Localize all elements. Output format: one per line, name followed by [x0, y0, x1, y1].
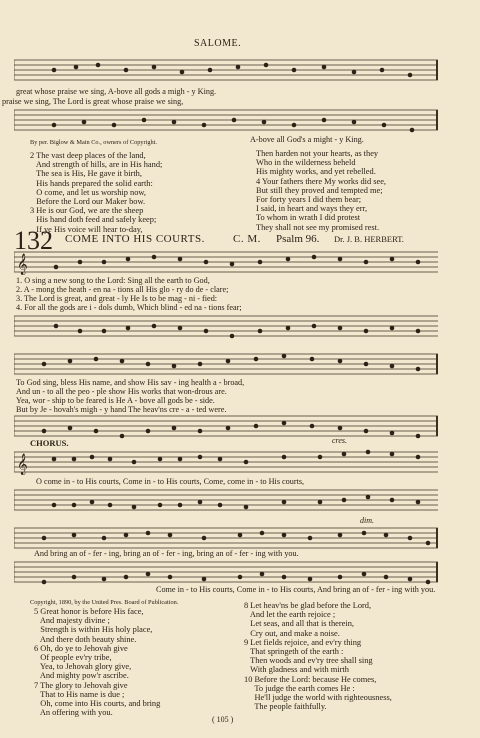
dynamics-dim: dim. [360, 516, 374, 525]
lyric-line: great whose praise we sing, A-bove all gods a migh - y King. [16, 87, 217, 96]
composer: Dr. J. B. HERBERT. [334, 234, 404, 244]
music-staff [14, 486, 438, 514]
svg-text:𝄞: 𝄞 [17, 454, 28, 475]
chorus-lyric: Come in - to His courts, Come in - to His courts, And bring an of - fer - ing with you. [156, 585, 436, 594]
copyright-note: By per. Biglow & Main Co., owners of Copyright. [30, 139, 157, 146]
verses-right: Then harden not your hearts, as they Who in the wilderness beheld His mighty works, and yet rebelled. 4 Your fathers there My works did see, But still they proved and tempted me; For forty years I did them bear; I said, in heart and ways they err, To whom in wrath I did protest They shall not see my promised rest. [256, 149, 387, 232]
dynamics-cres: cres. [332, 436, 348, 445]
verse-lyric-2: 2. A - mong the heath - en na - tions all His glo - ry do de - clare; [16, 285, 229, 294]
music-staff [14, 448, 438, 476]
verse-lyric-1: To God sing, bless His name, and show His sav - ing health a - broad, [16, 378, 245, 387]
chorus-lyric: O come in - to His courts, Come in - to His courts, Come, come in - to His courts, [36, 477, 305, 486]
scripture-reference: Psalm 96. [276, 233, 320, 245]
music-staff [14, 312, 438, 340]
music-staff [14, 56, 438, 84]
hymn-meter: C. M. [233, 233, 261, 245]
music-staff [14, 524, 438, 552]
verse-lyric-4: But by Je - hovah's migh - y hand The heav'ns cre - a - ted were. [16, 405, 227, 414]
music-staff [14, 248, 438, 276]
verse-lyric-3: Yea, wor - ship to be feared is He A - bove all gods be - side. [16, 396, 215, 405]
verses-right: 8 Let heav'ns be glad before the Lord, And let the earth rejoice ; Let seas, and all that is therein, Cry out, and make a noise. 9 Let fields rejoice, and ev'ry thing That springeth of the earth : Then woods and ev'ry tree shall sing With gladness and with mirth 10 Before the Lord: because He comes, To judge the earth comes He : He'll judge the world with righteousness, The people faithfully. [244, 601, 392, 712]
hymn-number: 132 [14, 226, 53, 255]
hymn-title-salome: SALOME. [194, 38, 242, 49]
chorus-lyric: And bring an of - fer - ing, bring an of - fer - ing, bring an of - fer - ing with you. [34, 549, 299, 558]
chorus-label: CHORUS. [30, 438, 69, 448]
music-staff [14, 106, 438, 134]
verse-lyric-1: 1. O sing a new song to the Lord: Sing all the earth to God, [16, 276, 210, 285]
verse-lyric-4: 4. For all the gods are i - dols dumb, Which blind - ed na - tions fear; [16, 303, 242, 312]
verses-left: 5 Great honor is before His face, And majesty divine ; Strength is within His holy place, And there doth beauty shine. 6 Oh, do ye to Jehovah give Of people ev'ry tribe, Yea, to Jehovah glory give, And mighty pow'r ascribe. 7 The glory to Jehovah give That to His name is due ; Oh, come into His courts, and bring An offering with you. [34, 607, 161, 718]
svg-text:𝄞: 𝄞 [17, 254, 28, 275]
verse-lyric-3: 3. The Lord is great, and great - ly He Is to be mag - ni - fied: [16, 294, 218, 303]
verse-lyric-2: And un - to all the peo - ple show His works that won-drous are. [16, 387, 227, 396]
music-staff [14, 412, 438, 440]
verses-left: 2 The vast deep places of the land, And strength of hills, are in His hand; The sea is His, He gave it birth, His hands prepared the solid earth: O come, and let us worship now, Before the Lord our Maker bow. 3 He is our God, we are the sheep His hand doth feed and safely keep; If ye His voice will hear to-day, [30, 151, 163, 234]
copyright-note: Copyright, 1890, by the United Pres. Board of Publication. [30, 599, 179, 606]
page-number: ( 105 ) [212, 715, 234, 724]
music-staff [14, 558, 438, 586]
hymn-title: COME INTO HIS COURTS. [65, 233, 205, 245]
music-staff [14, 350, 438, 378]
lyric-line: A-bove all God's a might - y King. [250, 135, 364, 144]
lyric-line: praise we sing, The Lord is great whose praise we sing, [2, 97, 184, 106]
